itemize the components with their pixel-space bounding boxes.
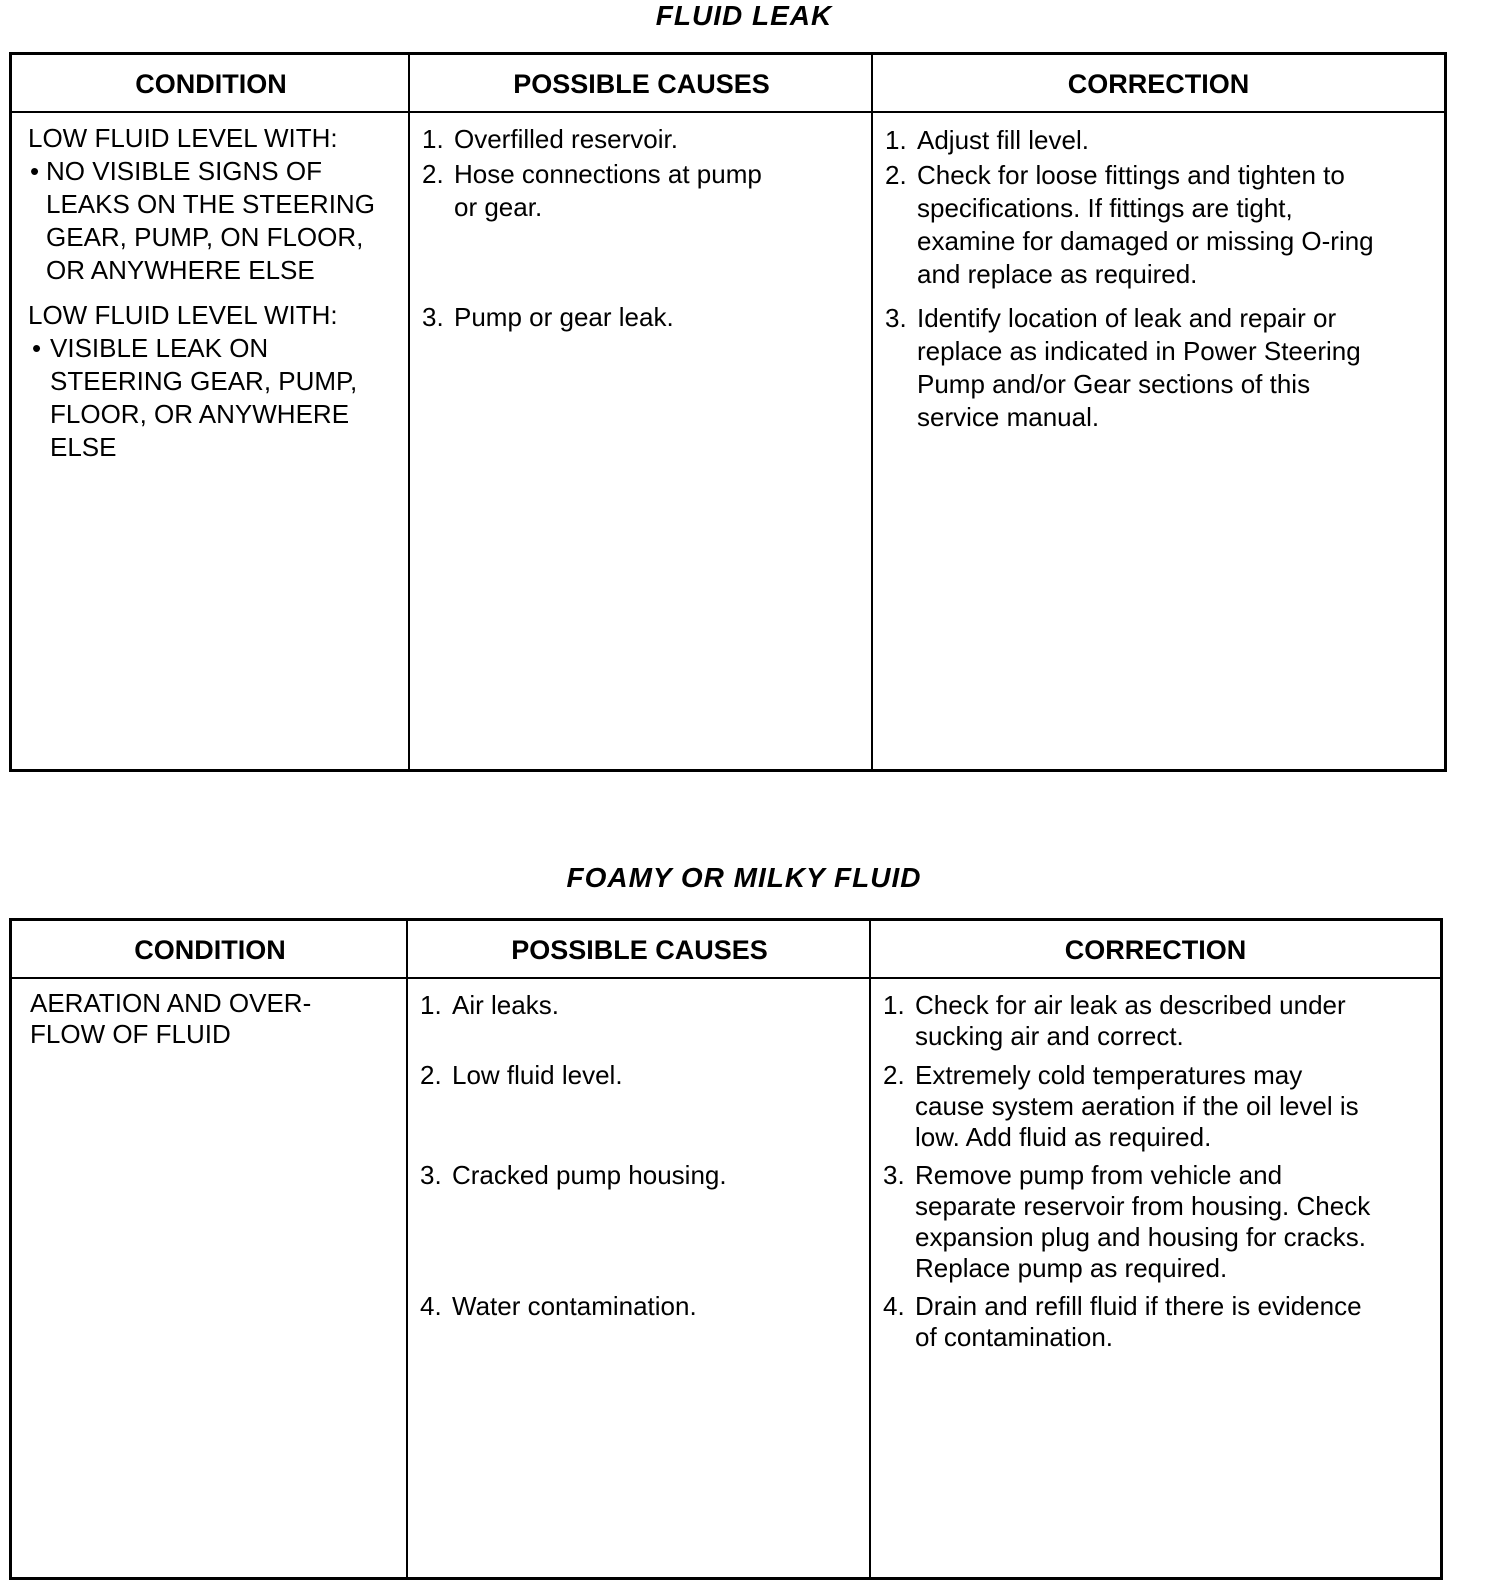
item-text: Replace pump as required. <box>915 1253 1228 1283</box>
header-condition: CONDITION <box>134 935 286 965</box>
condition-line: NO VISIBLE SIGNS OF <box>46 156 322 186</box>
column-divider <box>871 55 873 769</box>
item-text: Pump or gear leak. <box>454 302 674 332</box>
header-condition: CONDITION <box>135 69 287 99</box>
fluid-leak-title: FLUID LEAK <box>655 0 833 31</box>
condition-line: FLOOR, OR ANYWHERE <box>50 399 350 429</box>
item-text: of contamination. <box>915 1322 1114 1352</box>
item-number: 3. <box>422 302 444 332</box>
item-text: Air leaks. <box>452 990 559 1020</box>
condition-line: ELSE <box>50 432 117 462</box>
item-text: separate reservoir from housing. Check <box>915 1191 1371 1221</box>
header-possible-causes: POSSIBLE CAUSES <box>513 69 770 99</box>
column-divider <box>406 921 408 1577</box>
condition-line: FLOW OF FLUID <box>30 1019 231 1049</box>
header-correction: CORRECTION <box>1064 935 1247 965</box>
item-text: Drain and refill fluid if there is evidence <box>915 1291 1362 1321</box>
item-number: 1. <box>420 990 442 1020</box>
condition-line: LEAKS ON THE STEERING <box>46 189 375 219</box>
item-number: 3. <box>885 303 907 333</box>
item-text: Water contamination. <box>452 1291 697 1321</box>
item-text: Cracked pump housing. <box>452 1160 727 1190</box>
item-text: Overfilled reservoir. <box>454 124 678 154</box>
condition-line: GEAR, PUMP, ON FLOOR, <box>46 222 364 252</box>
column-divider <box>408 55 410 769</box>
item-text: Low fluid level. <box>452 1060 623 1090</box>
fluid-leak-table <box>9 52 1447 772</box>
bullet-icon: • <box>30 156 40 186</box>
column-divider <box>869 921 871 1577</box>
item-text: expansion plug and housing for cracks. <box>915 1222 1366 1252</box>
condition-heading: LOW FLUID LEVEL WITH: <box>28 123 338 153</box>
bullet-icon: • <box>32 333 42 363</box>
item-text: Remove pump from vehicle and <box>915 1160 1283 1190</box>
foamy-fluid-title: FOAMY OR MILKY FLUID <box>566 862 922 893</box>
item-number: 4. <box>883 1291 905 1321</box>
condition-line: AERATION AND OVER- <box>30 988 312 1018</box>
item-text: sucking air and correct. <box>915 1021 1184 1051</box>
item-number: 2. <box>420 1060 442 1090</box>
item-text: Extremely cold temperatures may <box>915 1060 1303 1090</box>
item-number: 2. <box>883 1060 905 1090</box>
item-number: 3. <box>420 1160 442 1190</box>
condition-line: VISIBLE LEAK ON <box>50 333 269 363</box>
item-number: 3. <box>883 1160 905 1190</box>
item-text: Hose connections at pump <box>454 159 762 189</box>
header-possible-causes: POSSIBLE CAUSES <box>511 935 768 965</box>
condition-line: STEERING GEAR, PUMP, <box>50 366 358 396</box>
item-text: Identify location of leak and repair or <box>917 303 1337 333</box>
item-text: cause system aeration if the oil level is <box>915 1091 1359 1121</box>
item-text: replace as indicated in Power Steering <box>917 336 1361 366</box>
item-text: Check for loose fittings and tighten to <box>917 160 1345 190</box>
item-text: Check for air leak as described under <box>915 990 1346 1020</box>
item-number: 1. <box>883 990 905 1020</box>
condition-line: OR ANYWHERE ELSE <box>46 255 315 285</box>
item-number: 1. <box>422 124 444 154</box>
foamy-fluid-table <box>9 918 1443 1580</box>
item-text: low. Add fluid as required. <box>915 1122 1212 1152</box>
item-text: examine for damaged or missing O-ring <box>917 226 1374 256</box>
item-text: Adjust fill level. <box>917 125 1089 155</box>
item-text: and replace as required. <box>917 259 1198 289</box>
condition-heading: LOW FLUID LEVEL WITH: <box>28 300 338 330</box>
item-text: service manual. <box>917 402 1100 432</box>
item-number: 2. <box>422 159 444 189</box>
foamy-fluid-header-row <box>12 921 1440 979</box>
item-text: Pump and/or Gear sections of this <box>917 369 1311 399</box>
item-text: or gear. <box>454 192 543 222</box>
item-text: specifications. If fittings are tight, <box>917 193 1293 223</box>
item-number: 1. <box>885 125 907 155</box>
header-correction: CORRECTION <box>1067 69 1250 99</box>
fluid-leak-header-row <box>12 55 1444 113</box>
item-number: 4. <box>420 1291 442 1321</box>
item-number: 2. <box>885 160 907 190</box>
